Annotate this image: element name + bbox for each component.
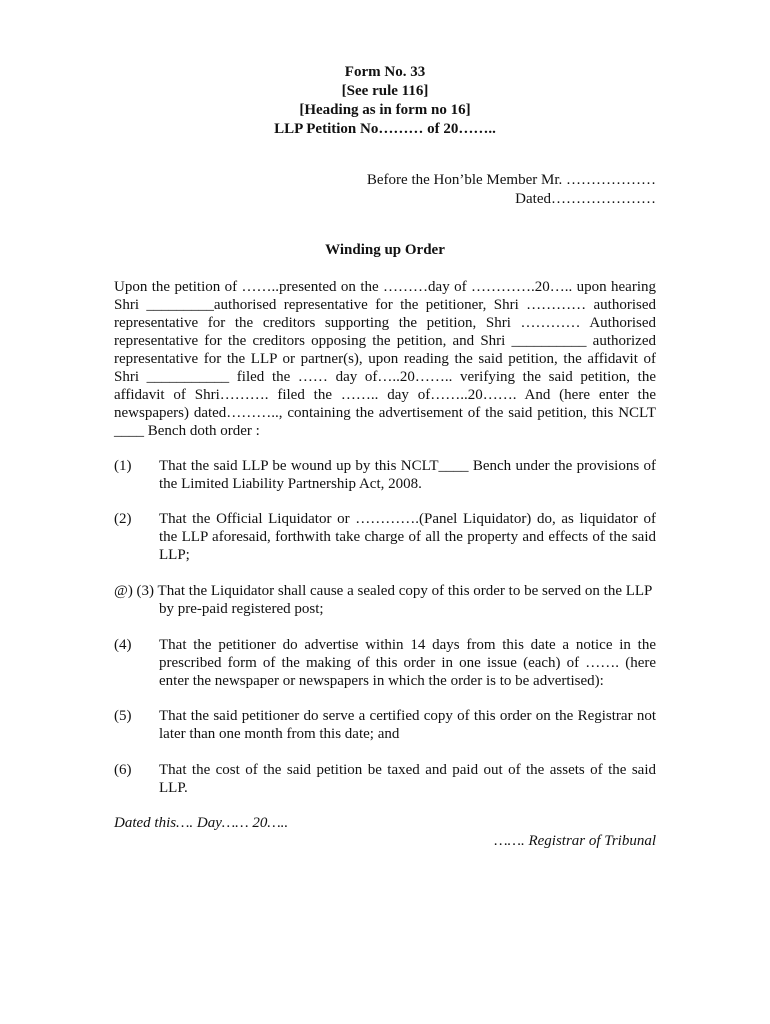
order-item-3 xyxy=(114,582,656,618)
item-number: (2) xyxy=(114,511,132,527)
rule-reference: [See rule 116] xyxy=(341,83,429,99)
order-item-5 xyxy=(114,707,656,743)
before-member-block xyxy=(367,171,656,209)
order-item-4 xyxy=(114,636,656,690)
registrar-signature: ……. Registrar of Tribunal xyxy=(494,833,656,849)
intro-paragraph: Upon the petition of ……..presented on the ………day of ………….20….. upon hearing Shri _________authorised representative for the petitioner, Shri ………… authorised representative for the creditors supporting the petition, Shri ………… Authorised representative for the creditors opposing the petition, and Shri __________ authorized representative for the LLP or partner(s), upon reading the said petition, the affidavit of Shri ___________ filed the …… day of…..20…….. verifying the said petition, the affidavit of Shri………. filed the …….. day of……..20……. And (here enter the newspapers) dated……….., containing the advertisement of the said petition, this NCLT ____ Bench doth order : xyxy=(114,279,656,439)
item-text: That the said LLP be wound up by this NCLT____ Bench under the provisions of the Limited Liability Partnership Act, 2008. xyxy=(159,458,656,492)
item-number: (5) xyxy=(114,708,132,724)
dated-this: Dated this…. Day…… 20….. xyxy=(114,815,289,831)
member-line: Before the Hon’ble Member Mr. ……………… xyxy=(366,172,656,188)
item-text: That the cost of the said petition be taxed and paid out of the assets of the said LLP. xyxy=(159,762,656,796)
order-title: Winding up Order xyxy=(325,242,445,258)
heading-reference: [Heading as in form no 16] xyxy=(299,102,471,118)
item-text: That the petitioner do advertise within 14 days from this date a notice in the prescribed form of the making of this order in one issue (each) of ……. (here enter the newspaper or newspapers in which the order is to be advertised): xyxy=(159,637,656,689)
item-text: That the said petitioner do serve a certified copy of this order on the Registrar not later than one month from this date; and xyxy=(159,708,656,742)
item-number: (4) xyxy=(114,637,132,653)
order-item-2 xyxy=(114,510,656,564)
form-header xyxy=(0,63,770,139)
item-text xyxy=(114,582,656,618)
form-number: Form No. 33 xyxy=(344,64,426,80)
petition-number: LLP Petition No……… of 20…….. xyxy=(274,121,496,137)
item-number: (1) xyxy=(114,458,132,474)
item-number: @) (3) xyxy=(114,583,155,599)
order-item-6 xyxy=(114,761,656,797)
order-item-1 xyxy=(114,457,656,493)
item-text: That the Official Liquidator or ………….(Panel Liquidator) do, as liquidator of the LLP aforesaid, forthwith take charge of all the property and effects of the said LLP; xyxy=(159,511,656,563)
item-first-line: That the Liquidator shall cause a sealed copy of this order to be served on the LLP xyxy=(157,583,653,599)
dated-line: Dated………………… xyxy=(515,191,656,207)
item-continuation: by pre-paid registered post; xyxy=(159,601,324,617)
item-number: (6) xyxy=(114,762,132,778)
